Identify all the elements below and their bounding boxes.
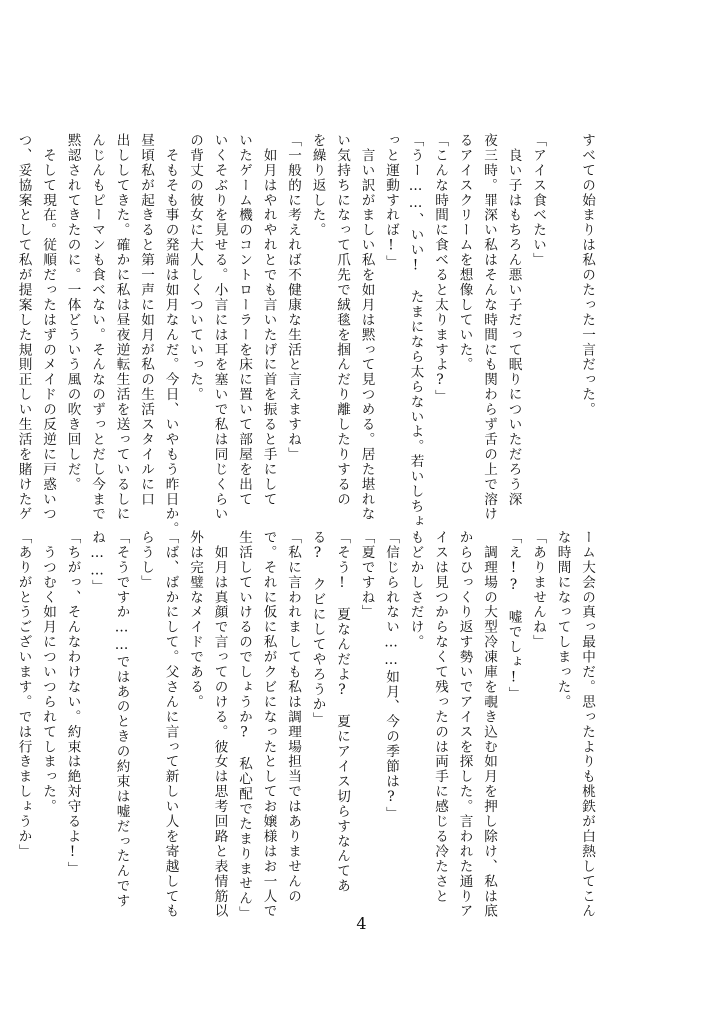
bottom-text-line: 「ありませんね」 [530, 530, 546, 650]
top-text-line: 夜三時。罪深い私はそんな時間にも関わらず舌の上で溶け [481, 133, 497, 522]
bottom-text-line: 生活していけるのでしょうか? 私心配でたまりません」 [236, 530, 252, 922]
top-text-line: 黙認されてきたのに。一体どういう風の吹き回しだ。 [64, 133, 81, 492]
top-text-line: んじんもピーマンも食べない。そんなのずっとだし今まで [89, 133, 105, 522]
top-text-line: 昼頃私が起きると第一声に如月が私の生活スタイルに口 [138, 133, 154, 507]
bottom-text-line: ーム大会の真っ最中だ。思ったよりも桃鉄が白熱してこん [579, 530, 595, 919]
bottom-text-line: 「夏ですね」 [358, 530, 375, 620]
top-text-line: 言い訳がましい私を如月は黙って見つめる。居た堪れな [358, 133, 375, 522]
bottom-text-line: からひっくり返す勢いでアイスを探した。言われた通りア [456, 530, 473, 919]
top-text-line: 「アイス食べたい」 [530, 133, 546, 268]
bottom-text-line: 「ちがっ、そんなわけない。約束は絶対守るよ!」 [64, 530, 81, 877]
bottom-text-line: る? クビにしてやろうか」 [309, 530, 326, 727]
top-text-line: っと運動すれば!」 [383, 133, 399, 270]
bottom-text-line: 「そう! 夏なんだよ? 夏にアイス切らすなんてあ [334, 530, 350, 894]
bottom-text-line: 「信じられない……如月、今の季節は?」 [383, 530, 399, 822]
top-text-line: 如月はやれやれとでも言いたげに首を振ると手にして [260, 133, 277, 507]
top-text-line: 「一般的に考えれば不健康な生活と言えますね」 [285, 133, 301, 462]
bottom-text-line: な時間になってしまった。 [554, 530, 571, 710]
top-text-line [550, 133, 575, 493]
bottom-text-line: イスは見つからなくて残ったのは両手に感じる冷たさと [432, 530, 448, 904]
bottom-text-line: 如月は真顔で言ってのける。彼女は思考回路と表情筋以 [211, 530, 228, 919]
bottom-text-line: うつむく如月についつられてしまった。 [40, 530, 56, 815]
bottom-text-line: 「ば、ばかにして。父さんに言って新しい人を寄越しても [162, 530, 179, 919]
bottom-text-line: で。それに仮に私がクビになったとしてお嬢様はお一人で [260, 530, 277, 919]
top-text-line: 「うー……、いい! たまになら太らないよ。若いしちょ [407, 133, 424, 529]
bottom-text-line: 「ありがとうございます。では行きましょうか」 [15, 530, 32, 859]
page-number: 4 [356, 914, 367, 933]
top-text-line: すべての始まりは私のたった一言だった。 [579, 133, 595, 418]
top-text-line: を繰り返した。 [309, 133, 326, 238]
top-text-line: い気持ちになって爪先で絨毯を掴んだり離したりするの [334, 133, 350, 507]
top-text-line: いくそぶりを見せる。小言には耳を塞いで私は同じくらい [211, 133, 228, 522]
top-text-line: いたゲーム機のコントローラーを床に置いて部屋を出て [236, 133, 252, 507]
text-block-bottom [15, 530, 599, 922]
bottom-text-line: 「え!? 嘘でしょ!」 [505, 530, 522, 702]
top-text-line: 出ししてきた。確かに私は昼夜逆転生活を送っているしに [113, 133, 130, 522]
top-text-line: 「こんな時間に食べると太りますよ?」 [432, 133, 448, 405]
bottom-text-line: 「そうですか……ではあのときの約束は嘘だったんです [113, 530, 130, 909]
top-text-line: 良い子はもちろん悪い子だって眠りについただろう深 [505, 133, 522, 507]
top-text-line: そして現在。従順だったはずのメイドの反逆に戸惑いつ [40, 133, 56, 522]
top-text-line: るアイスクリームを想像していた。 [456, 133, 473, 373]
bottom-text-line: 外は完璧なメイドである。 [187, 530, 203, 710]
bottom-text-line: 「私に言われましても私は調理場担当ではありませんの [285, 530, 301, 904]
top-text-line: の背丈の彼女に大人しくついていった。 [187, 133, 203, 403]
bottom-text-line: 調理場の大型冷凍庫を覗き込む如月を押し除け、私は底 [481, 530, 497, 919]
text-block-top [15, 133, 599, 537]
top-text-line: つ、妥協案として私が提案した規則正しい生活を賭けたゲ [15, 133, 32, 522]
bottom-text-line: ね……」 [89, 530, 105, 595]
bottom-text-line: もどかしさだけ。 [407, 530, 424, 650]
bottom-text-line: らうし」 [138, 530, 154, 590]
top-text-line: そもそも事の発端は如月なんだ。今日、いやもう昨日か。 [162, 133, 179, 537]
